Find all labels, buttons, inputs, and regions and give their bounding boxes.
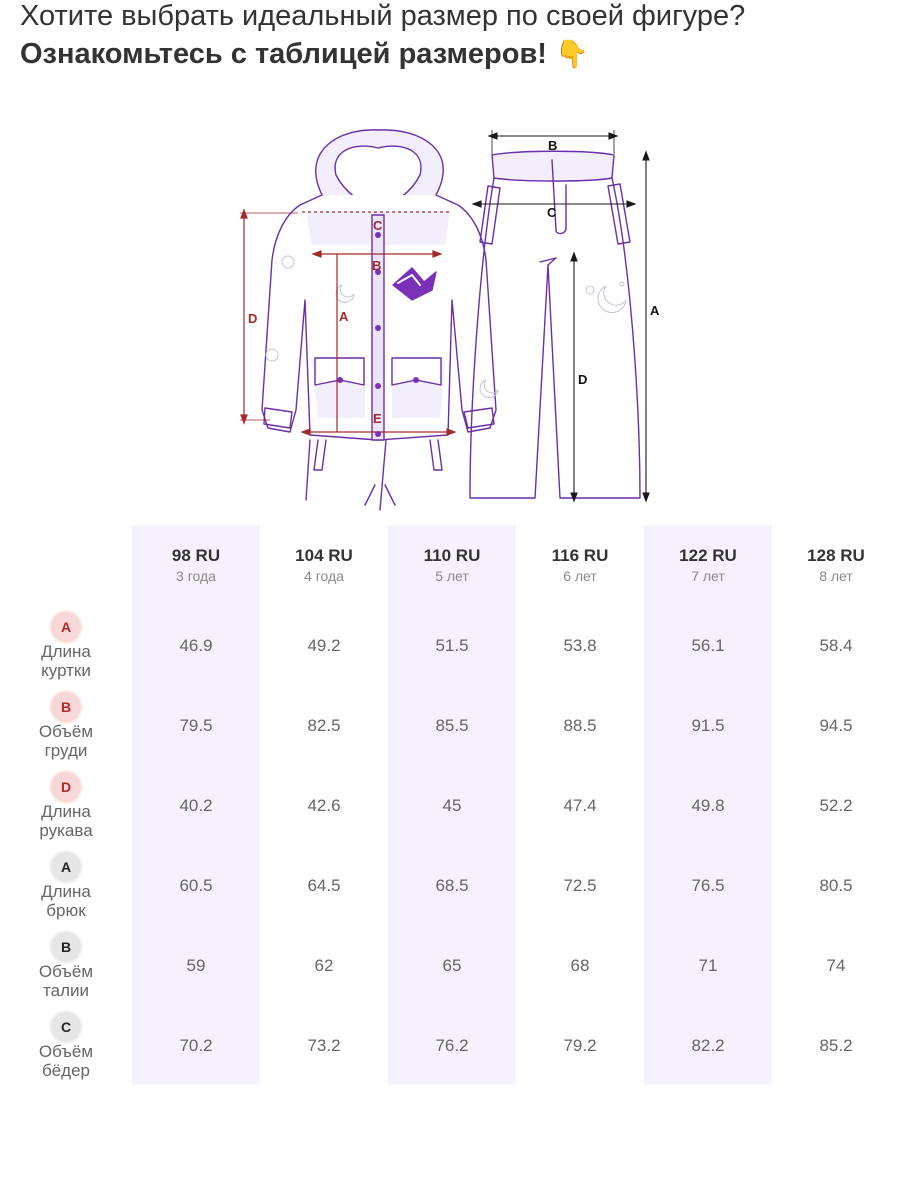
- row-label-hips: [16, 1012, 116, 1080]
- age-label: 4 года: [304, 568, 344, 584]
- table-cell: 49.8: [691, 796, 725, 815]
- measure-badge: C: [51, 1012, 81, 1042]
- jacket-label-d: D: [248, 311, 258, 326]
- table-cell: 68: [570, 956, 590, 975]
- row-name: Длина: [41, 802, 91, 821]
- row-name: Объём: [38, 1042, 94, 1061]
- table-cell: 40.2: [179, 796, 213, 815]
- size-label: 104 RU: [295, 546, 353, 565]
- size-label: 98 RU: [171, 546, 221, 565]
- age-label: 5 лет: [435, 568, 469, 584]
- jacket-label-c: C: [373, 218, 383, 233]
- age-label: 7 лет: [691, 568, 725, 584]
- row-label-chest: [16, 692, 116, 760]
- table-cell: 47.4: [563, 796, 597, 815]
- size-header: [132, 546, 260, 584]
- table-cell: 53.8: [563, 636, 597, 655]
- size-label: 116 RU: [551, 546, 609, 565]
- table-cell: 42.6: [307, 796, 341, 815]
- page-subtitle: [20, 38, 589, 71]
- table-cell: 91.5: [691, 716, 725, 735]
- size-header: [644, 546, 772, 584]
- row-name: куртки: [41, 661, 91, 680]
- table-cell: 85.5: [435, 716, 469, 735]
- row-name: груди: [44, 741, 88, 760]
- table-cell: 76.5: [691, 876, 725, 895]
- page-title: Хотите выбрать идеальный размер по своей фигуре?: [20, 0, 746, 32]
- table-cell: 60.5: [179, 876, 213, 895]
- size-header: [772, 546, 900, 584]
- measure-badge: A: [51, 612, 81, 642]
- table-cell: 68.5: [435, 876, 469, 895]
- jacket-label-e: E: [373, 411, 382, 426]
- jacket-label-b: B: [372, 258, 382, 273]
- subtitle-text: Ознакомьтесь с таблицей размеров!: [20, 38, 547, 70]
- table-cell: 58.4: [819, 636, 853, 655]
- table-cell: 49.2: [307, 636, 341, 655]
- jacket-outline: [262, 130, 496, 510]
- table-cell: 88.5: [563, 716, 597, 735]
- size-label: 122 RU: [679, 546, 737, 565]
- jacket-label-a: A: [339, 309, 349, 324]
- garment-measurement-diagram: [230, 120, 690, 520]
- row-label-pants-length: [16, 852, 116, 920]
- table-cell: 46.9: [179, 636, 213, 655]
- age-label: 8 лет: [819, 568, 853, 584]
- row-name: рукава: [39, 821, 93, 840]
- measure-badge: D: [51, 772, 81, 802]
- table-cell: 82.2: [691, 1036, 725, 1055]
- table-cell: 73.2: [307, 1036, 341, 1055]
- measure-badge: B: [51, 692, 81, 722]
- table-cell: 94.5: [819, 716, 853, 735]
- row-name: Объём: [38, 962, 94, 981]
- table-cell: 59: [186, 956, 206, 975]
- size-header: [388, 546, 516, 584]
- size-header: [516, 546, 644, 584]
- row-name: Объём: [38, 722, 94, 741]
- table-cell: 51.5: [435, 636, 469, 655]
- pants-label-a: A: [650, 303, 660, 318]
- table-cell: 80.5: [819, 876, 853, 895]
- table-cell: 70.2: [179, 1036, 213, 1055]
- pants-label-b: B: [548, 138, 558, 153]
- size-header: [260, 546, 388, 584]
- table-cell: 64.5: [307, 876, 341, 895]
- pants-outline: [470, 151, 640, 498]
- measure-badge: A: [51, 852, 81, 882]
- age-label: 6 лет: [563, 568, 597, 584]
- table-cell: 45: [442, 796, 462, 815]
- row-label-waist: [16, 932, 116, 1000]
- table-cell: 65: [442, 956, 462, 975]
- table-cell: 72.5: [563, 876, 597, 895]
- row-name: талии: [43, 981, 89, 1000]
- pointing-down-icon: 👇: [555, 39, 589, 70]
- row-name: брюк: [46, 901, 86, 920]
- row-name: Длина: [41, 882, 91, 901]
- measure-badge: B: [51, 932, 81, 962]
- table-cell: 74: [826, 956, 846, 975]
- table-cell: 76.2: [435, 1036, 469, 1055]
- pants-label-d: D: [578, 372, 588, 387]
- row-label-sleeve-length: [16, 772, 116, 840]
- size-label: 110 RU: [423, 546, 481, 565]
- size-label: 128 RU: [807, 546, 865, 565]
- table-cell: 82.5: [307, 716, 341, 735]
- table-cell: 79.2: [563, 1036, 597, 1055]
- table-cell: 79.5: [179, 716, 213, 735]
- table-cell: 71: [698, 956, 718, 975]
- table-cell: 62: [314, 956, 334, 975]
- pants-label-c: C: [547, 205, 557, 220]
- row-label-jacket-length: [16, 612, 116, 680]
- table-cell: 52.2: [819, 796, 853, 815]
- table-cell: 56.1: [691, 636, 725, 655]
- pants-measure-lines: [473, 130, 649, 501]
- row-name: бёдер: [41, 1061, 91, 1080]
- table-cell: 85.2: [819, 1036, 853, 1055]
- row-name: Длина: [41, 642, 91, 661]
- age-label: 3 года: [176, 568, 216, 584]
